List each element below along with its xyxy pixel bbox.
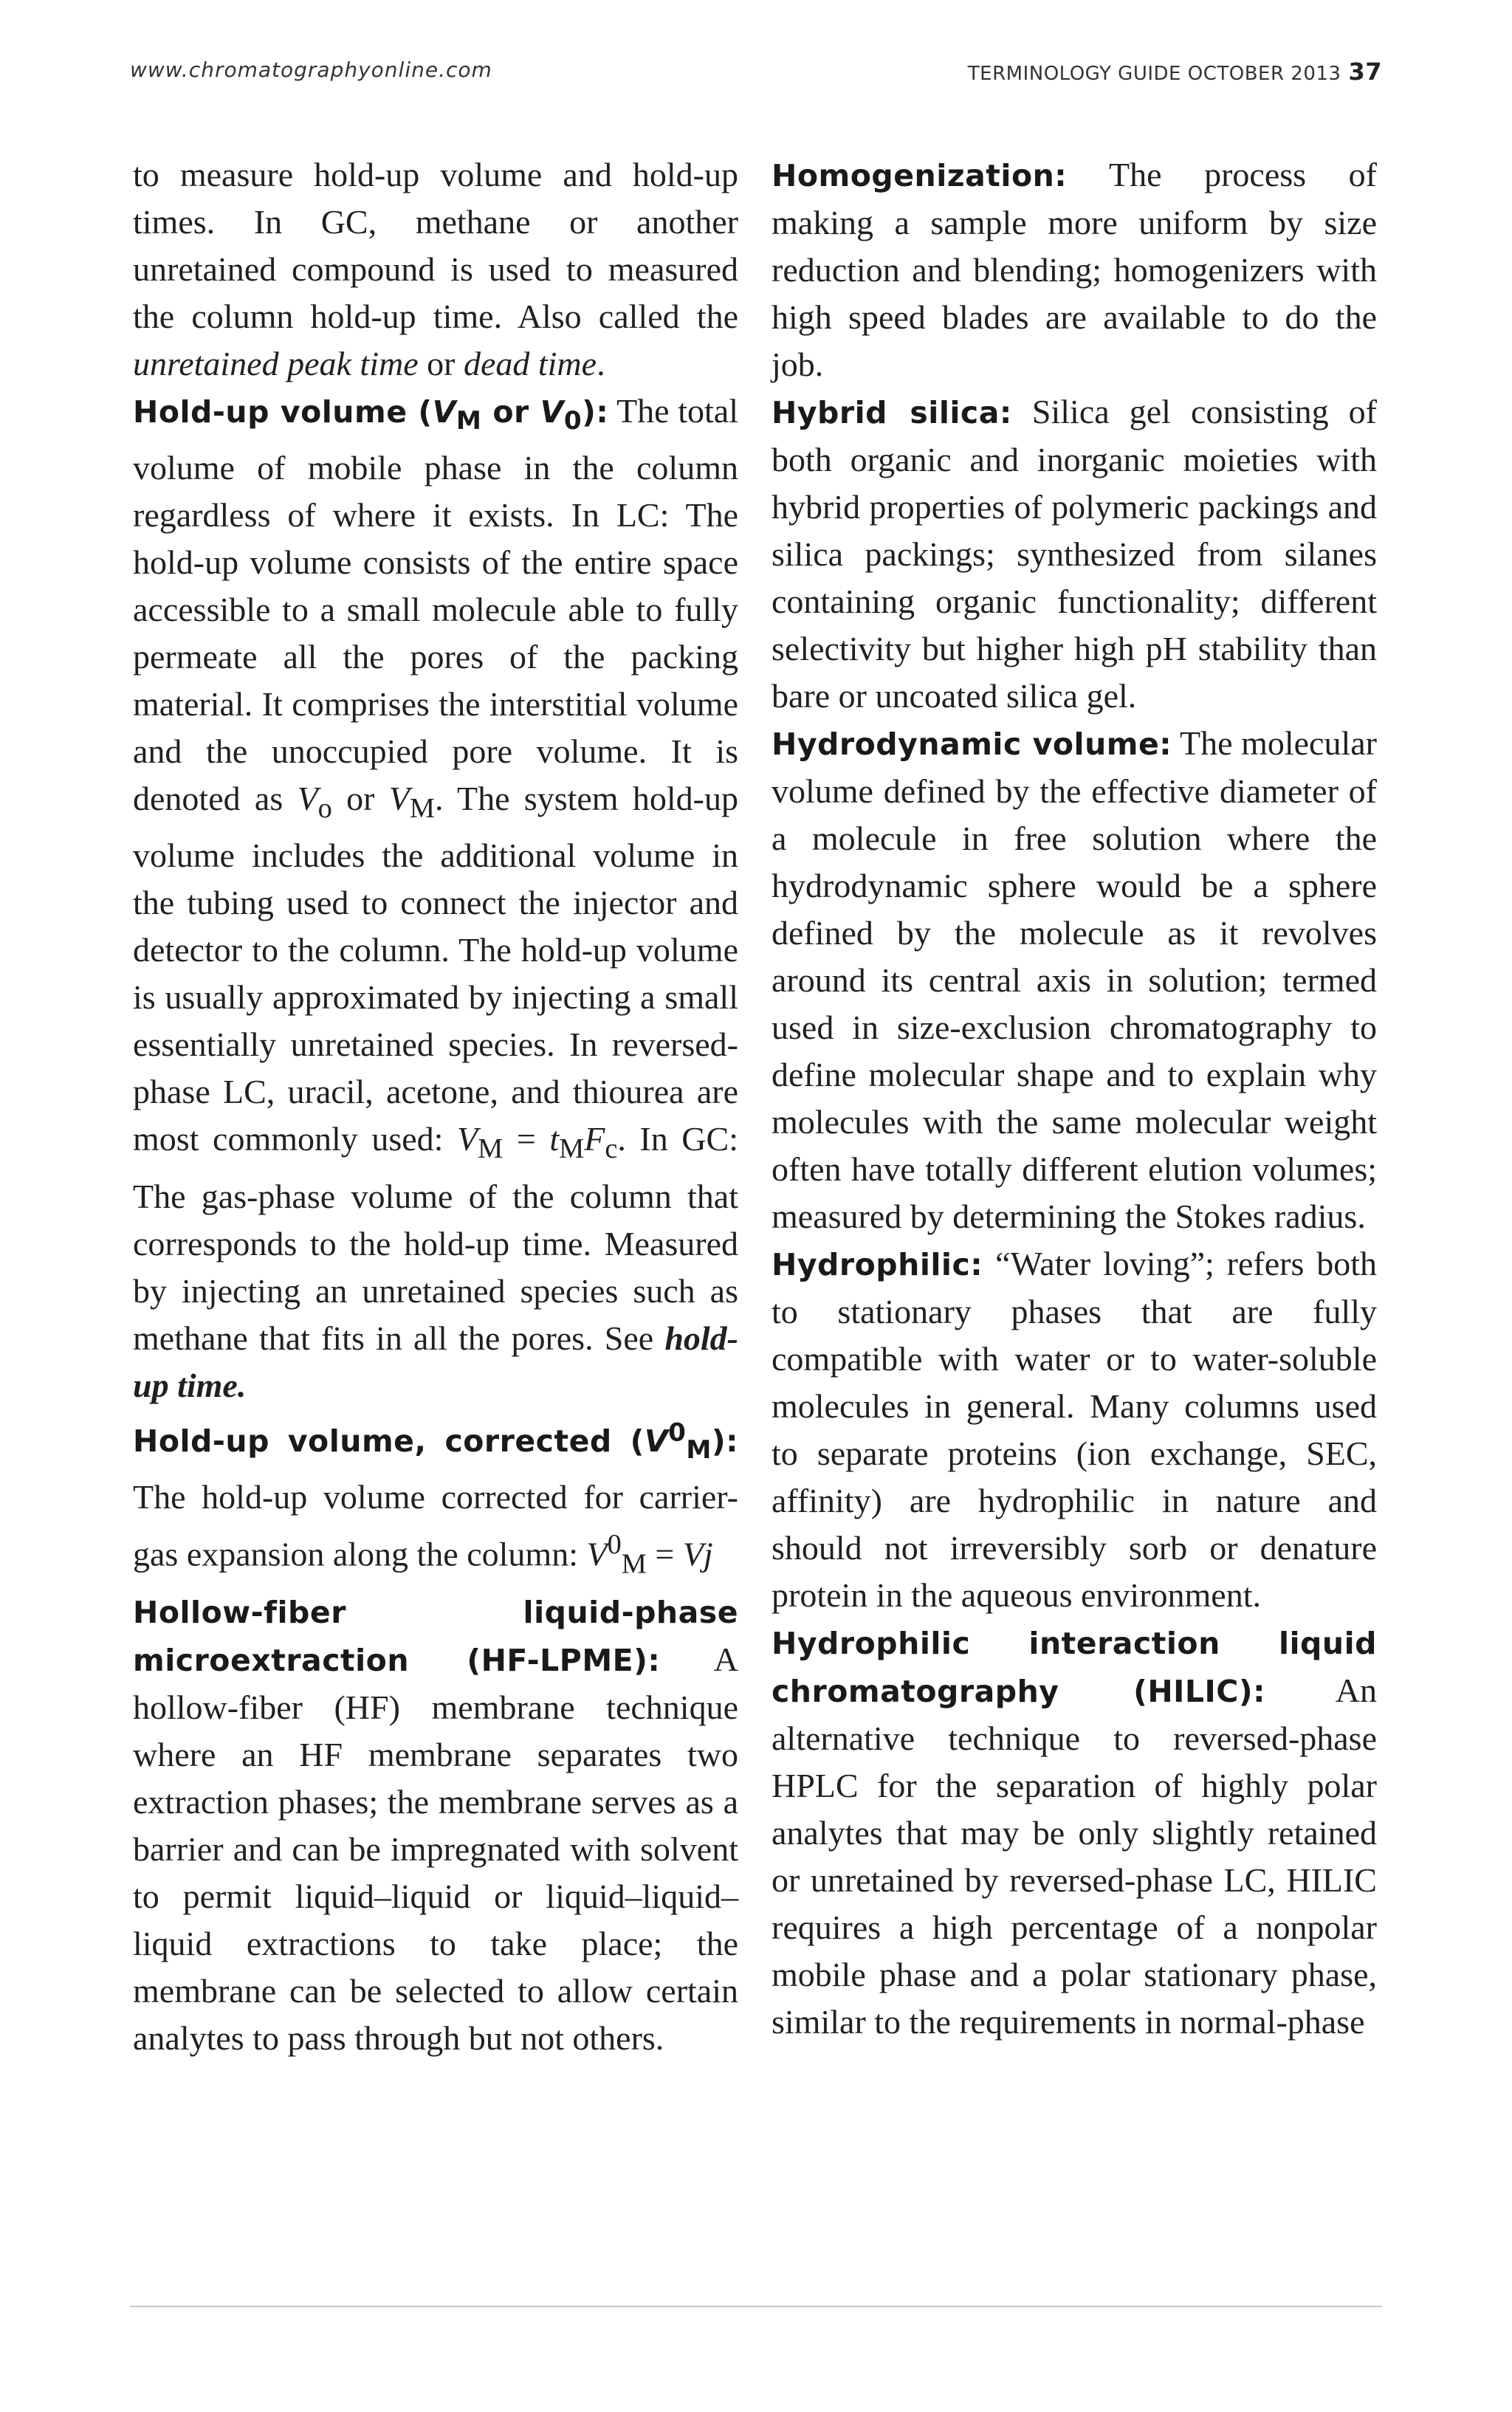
term-hydrophilic: Hydrophilic: bbox=[772, 1247, 983, 1282]
definition-text: A hollow-fiber (HF) membrane technique where an HF membrane separates two extraction phases; the membrane serves as a barrier and can be impregnated with solvent to permit liquid–liquid or liquid–liquid–liquid extractions to take place; the membrane can be selected to allow certain analytes to pass through but not others. bbox=[133, 1640, 738, 2057]
symbol-v: V bbox=[388, 780, 410, 818]
running-head bbox=[968, 58, 1382, 86]
term-hf-lpme: Hollow-fiber liquid-phase microextraction (HF-LPME): bbox=[133, 1594, 738, 1678]
subscript-m: M bbox=[559, 1133, 585, 1165]
symbol-v: V bbox=[297, 780, 318, 818]
term-hold-up-volume-label: Hold-up volume ( bbox=[133, 394, 433, 430]
term-label: Hold-up volume, corrected ( bbox=[133, 1423, 645, 1460]
page-header bbox=[130, 58, 1382, 87]
subscript-o: o bbox=[317, 793, 332, 825]
subscript-c: c bbox=[605, 1133, 618, 1165]
entry-hf-lpme bbox=[133, 1588, 738, 2062]
subscript-m: M bbox=[686, 1435, 712, 1466]
superscript-0: 0 bbox=[668, 1418, 687, 1448]
definition-text: Silica gel consisting of both organic and inorganic moieties with hybrid properties of polymeric packings and silica packings; synthesized from silanes containing organic functionality; different selectivity but higher high pH stability than bare or uncoated silica gel. bbox=[772, 393, 1377, 715]
equals-sign: = bbox=[646, 1535, 683, 1573]
definition-text: “Water loving”; refers both to stationary phases that are fully compatible with water or to water-soluble molecules in general. Many columns used to separate proteins (ion exchange, SEC, affinity) are hydrophilic in nature and should not irreversibly sorb or denature protein in the aqueous environment. bbox=[772, 1245, 1377, 1614]
subscript-0: 0 bbox=[563, 406, 583, 436]
term-close: ): bbox=[711, 1423, 738, 1460]
symbol-vj: Vj bbox=[682, 1535, 713, 1573]
right-column bbox=[772, 151, 1377, 2046]
entry-hydrophilic bbox=[772, 1240, 1377, 1619]
continuation-or: or bbox=[418, 345, 464, 382]
term-homogenization: Homogenization: bbox=[772, 158, 1068, 193]
entry-hold-up-volume bbox=[133, 388, 738, 1409]
subscript-m: M bbox=[478, 1133, 504, 1165]
definition-text: The total volume of mobile phase in the column regardless of where it exists. In LC: The hold-up volume consists of the entire space accessible to a small molecule able to fully permeate all the pores of the packing material. It comprises the interstitial volume and the unoccupied pore volume. It is denoted as bbox=[133, 392, 738, 818]
term-hold-up-volume bbox=[133, 394, 609, 436]
site-url[interactable]: www.chromatographyonline.com bbox=[130, 58, 492, 82]
definition-or: or bbox=[331, 780, 389, 818]
entry-continuation bbox=[133, 151, 738, 388]
symbol-v: V bbox=[540, 394, 564, 430]
definition-text: An alternative technique to reversed-phase HPLC for the separation of highly polar analytes that may be only slightly retained or unretained by reversed-phase LC, HILIC requires a high percentage of a nonpolar mobile phase and a polar stationary phase, similar to the requirements in normal-phase bbox=[772, 1671, 1377, 2041]
footer-divider bbox=[130, 2306, 1382, 2307]
entry-hold-up-volume-corrected bbox=[133, 1409, 738, 1588]
symbol-v: V bbox=[644, 1423, 669, 1460]
term-or: or bbox=[481, 394, 540, 430]
entry-homogenization bbox=[772, 151, 1377, 388]
subscript-m: M bbox=[621, 1548, 647, 1580]
symbol-v: V bbox=[586, 1535, 608, 1573]
definition-text: . The system hold-up volume includes the additional volume in the tubing used to connect the injector and detector to the column. The hold-up volume is usually approximated by injecting a small essentially unretained species. In reversed-phase LC, uracil, acetone, and thiourea are most commonly used: bbox=[133, 780, 738, 1158]
definition-text: The process of making a sample more uniform by size reduction and blending; homogenizers with high speed blades are available to do the job. bbox=[772, 156, 1377, 383]
symbol-v: V bbox=[432, 394, 456, 430]
symbol-t: t bbox=[549, 1120, 560, 1158]
cross-reference-hold-up-time[interactable]: hold-up time. bbox=[133, 1319, 738, 1404]
entry-hydrodynamic-volume bbox=[772, 720, 1377, 1240]
term-close: ): bbox=[582, 394, 609, 430]
symbol-f: F bbox=[584, 1120, 605, 1158]
definition-text: The hold-up volume corrected for carrier-gas expansion along the column: bbox=[133, 1478, 738, 1573]
subscript-m: M bbox=[456, 406, 482, 436]
definition-text: The molecular volume defined by the effective diameter of a molecule in free solution where the hydrodynamic sphere would be a sphere defined by the molecule as it revolves around its central axis in solution; termed used in size-exclusion chromatography to define molecular shape and to explain why molecules with the same molecular weight often have totally different elution volumes; measured by determining the Stokes radius. bbox=[772, 724, 1377, 1235]
continuation-text: to measure hold-up volume and hold-up times. In GC, methane or another unretained compound is used to measured the column hold-up time. Also called the bbox=[133, 156, 738, 335]
term-hydrodynamic-volume: Hydrodynamic volume: bbox=[772, 726, 1172, 762]
subscript-m: M bbox=[409, 793, 435, 825]
continuation-end: . bbox=[597, 345, 605, 382]
running-head-title: TERMINOLOGY GUIDE OCTOBER 2013 bbox=[967, 63, 1341, 85]
alt-term-dead-time: dead time bbox=[463, 345, 597, 382]
term-hybrid-silica: Hybrid silica: bbox=[772, 395, 1012, 430]
term-hold-up-volume-corrected bbox=[133, 1418, 738, 1466]
symbol-v: V bbox=[457, 1120, 478, 1158]
page-number: 37 bbox=[1348, 58, 1382, 86]
definition-text: . In GC: The gas-phase volume of the column that corresponds to the hold-up time. Measured by injecting an unretained species such as methane that fits in all the pores. See bbox=[133, 1120, 738, 1357]
superscript-0: 0 bbox=[607, 1529, 622, 1561]
term-hilic: Hydrophilic interaction liquid chromatography (HILIC): bbox=[772, 1626, 1377, 1709]
alt-term-unretained-peak-time: unretained peak time bbox=[133, 345, 419, 382]
left-column bbox=[133, 151, 738, 2062]
entry-hybrid-silica bbox=[772, 388, 1377, 720]
entry-hilic bbox=[772, 1619, 1377, 2046]
equals-sign: = bbox=[503, 1120, 550, 1158]
